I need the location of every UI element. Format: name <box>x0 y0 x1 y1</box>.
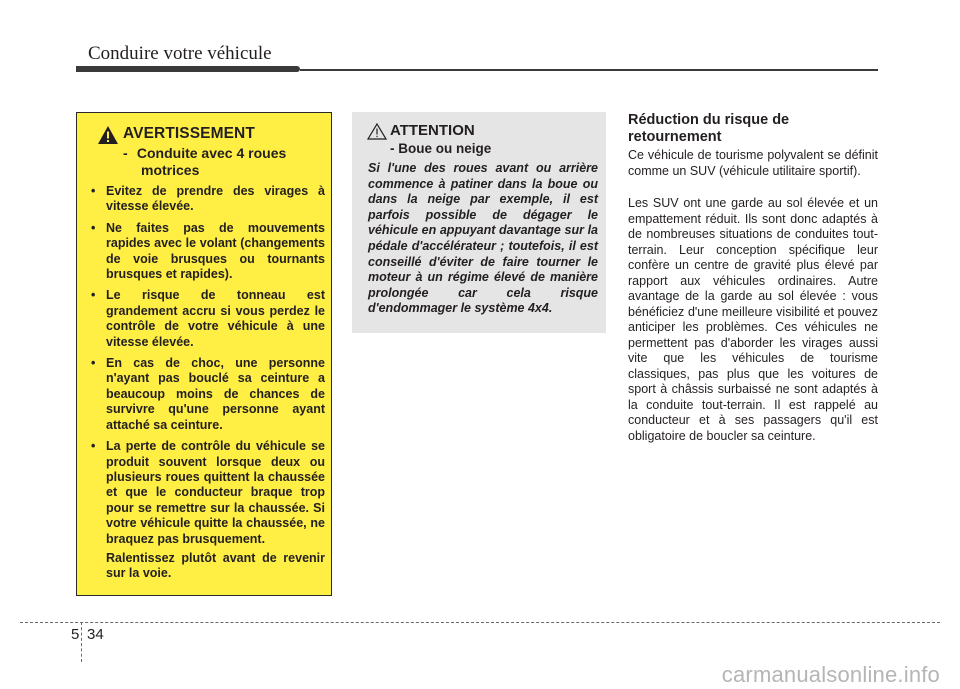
page-number: 34 <box>87 626 104 643</box>
warning-subtitle-dash: - <box>123 145 128 161</box>
section-paragraph-1: Ce véhicule de tourisme polyvalent se définit comme un SUV (véhicule utilitaire sportif). <box>628 148 878 178</box>
section-title: Réduction du risque de retournement <box>628 112 790 145</box>
warning-subtitle-line1: Conduite avec 4 roues <box>136 145 287 161</box>
bullet-icon: • <box>91 356 96 371</box>
footer-divider <box>20 622 940 623</box>
warning-subtitle <box>123 145 323 179</box>
header-title: Conduire votre véhicule <box>88 43 272 64</box>
list-item <box>89 221 325 283</box>
list-item-text: Evitez de prendre des virages à vitesse élevée. <box>106 184 325 214</box>
bullet-icon: • <box>91 220 96 235</box>
list-item-text: Ne faites pas de mouvements rapides avec le volant (changements de voie brusques ou tournants brusques et rapides). <box>106 220 325 282</box>
warning-list <box>89 184 325 588</box>
list-item-text: Le risque de tonneau est grandement accru si vous perdez le contrôle de votre véhicule à une vitesse élevée. <box>106 288 325 349</box>
attention-subtitle: - Boue ou neige <box>390 141 492 156</box>
bullet-icon: • <box>91 439 96 454</box>
watermark: carmanualsonline.info <box>721 662 940 687</box>
list-item <box>89 184 325 215</box>
section-paragraph-2: Les SUV ont une garde au sol élevée et un empattement réduit. Ils sont donc adaptés à de nombreuses situations de conduites tout-terrain. Leur conception spécifique leur confère un centre de gravité plus élevé par rapport aux véhicules ordinaires. Autre avantage de la garde au sol élevée : vous bénéficiez d'une meilleure visibilité et pouvez anticiper les problèmes. Ces véhicules ne permettent pas d'aborder les virages aussi vite que les véhicules de tourisme classiques, pas plus que les voitures de sport à châssis surbaissé ne sont adaptés à la conduite tout-terrain. Il est rappelé au conducteur et à ses passagers qu'il est obligatoire de boucler sa ceinture. <box>628 196 878 443</box>
footer-page-separator <box>81 622 82 662</box>
caution-triangle-icon <box>367 123 387 140</box>
attention-body: Si l'une des roues avant ou arrière commence à patiner dans la boue ou dans la neige par exemple, il est parfois possible de dégager le véhicule en appuyant davantage sur la pédale d'accélérateur ; toutefois, il est conseillé d'éviter de faire tourner le moteur à un régime élevé de manière prolongée car cela risque d'endommager le système 4x4. <box>368 161 598 316</box>
chapter-number: 5 <box>71 626 80 643</box>
warning-title: AVERTISSEMENT <box>123 125 255 142</box>
warning-subtitle-line2: motrices <box>141 162 200 178</box>
list-item <box>89 356 325 433</box>
attention-box <box>352 112 606 333</box>
header-rule-line <box>300 69 878 71</box>
warning-triangle-icon <box>97 125 119 145</box>
list-item <box>89 439 325 582</box>
attention-title: ATTENTION <box>390 122 475 139</box>
bullet-icon: • <box>91 288 96 303</box>
bullet-icon: • <box>91 184 96 198</box>
header-rule <box>76 66 300 72</box>
list-item-text: La perte de contrôle du véhicule se produit souvent lorsque deux ou plusieurs roues quittent la chaussée et que le conducteur braque trop pour se remettre sur la chaussée. Si votre véhicule quitte la chaussée, ne braquez pas brusquement. <box>106 439 325 546</box>
warning-box <box>76 112 332 596</box>
list-item-text: En cas de choc, une personne n'ayant pas bouclé sa ceinture a beaucoup moins de chances de survivre qu'une personne ayant attaché sa ceinture. <box>106 356 325 432</box>
warning-extra: Ralentissez plutôt avant de revenir sur la voie. <box>106 550 325 581</box>
list-item <box>89 288 325 350</box>
